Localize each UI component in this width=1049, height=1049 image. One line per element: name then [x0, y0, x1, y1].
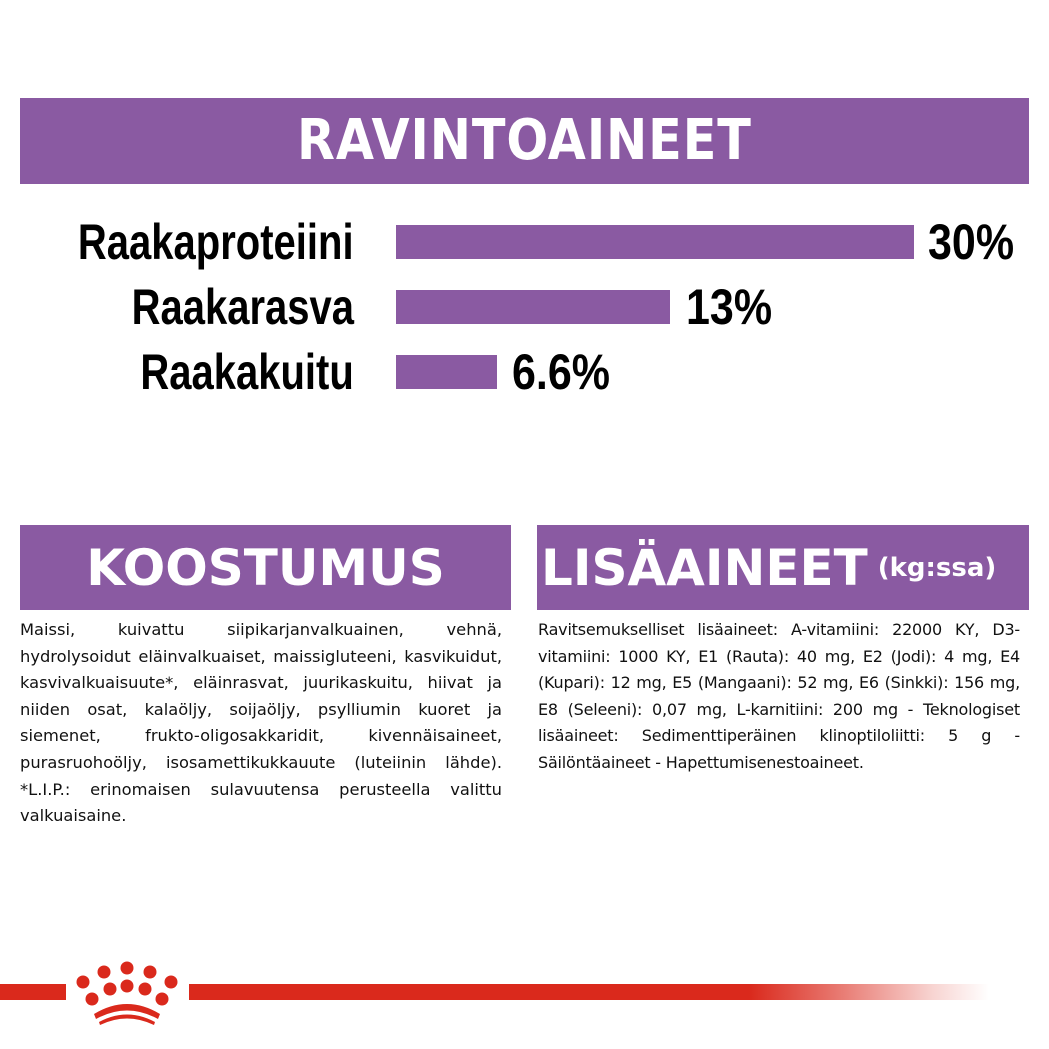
nutrient-value: 30%	[928, 214, 1015, 270]
additives-header	[537, 525, 1029, 610]
nutrient-value: 6.6%	[512, 344, 611, 400]
additives-subtitle: (kg:ssa)	[877, 552, 997, 583]
footer-line-right	[189, 984, 989, 1000]
nutrients-title: RAVINTOAINEET	[297, 108, 752, 173]
nutrient-row-fiber	[0, 344, 1049, 400]
nutrients-header	[20, 98, 1029, 184]
nutrient-label: Raakarasva	[131, 279, 354, 335]
nutrient-bar	[396, 225, 914, 259]
footer-line-left	[0, 984, 66, 1000]
nutrient-bar	[396, 290, 670, 324]
nutrient-label: Raakaproteiini	[78, 214, 354, 270]
royal-canin-crown-icon	[74, 960, 182, 1032]
nutrient-value: 13%	[686, 279, 773, 335]
nutrient-row-protein	[0, 214, 1049, 270]
composition-text: Maissi, kuivattu siipikarjanvalkuainen, vehnä, hydrolysoidut eläinvalkuaiset, maissigluteeni, kasvikuidut, kasvivalkuaisuute*, eläinrasvat, juurikaskuitu, hiivat ja niiden osat, kalaöljy, soijaöljy, psylliumin kuoret ja siemenet, frukto-oligosakkaridit, kivennäisaineet, purasruohoöljy, isosamettikukkauute (luteiinin lähde). *L.I.P.: erinomaisen sulavuutensa perusteella valittu valkuaisaine.	[20, 620, 502, 826]
additives-text: Ravitsemukselliset lisäaineet: A-vitamiini: 22000 KY, D3-vitamiini: 1000 KY, E1 (Rauta): 40 mg, E2 (Jodi): 4 mg, E4 (Kupari): 12 mg, E5 (Mangaani): 52 mg, E6 (Sinkki): 156 mg, E8 (Seleeni): 0,07 mg, L-karnitiini: 200 mg - Teknologiset lisäaineet: Sedimenttiperäinen klinoptiloliitti: 5 g - Säilöntäaineet - Hapettumisenestoaineet.	[538, 620, 1020, 772]
nutrient-bar	[396, 355, 497, 389]
composition-title: KOOSTUMUS	[86, 538, 445, 597]
nutrient-row-fat	[0, 279, 1049, 335]
additives-title: LISÄAINEET	[541, 538, 868, 597]
composition-header	[20, 525, 511, 610]
nutrient-label: Raakakuitu	[140, 344, 354, 400]
